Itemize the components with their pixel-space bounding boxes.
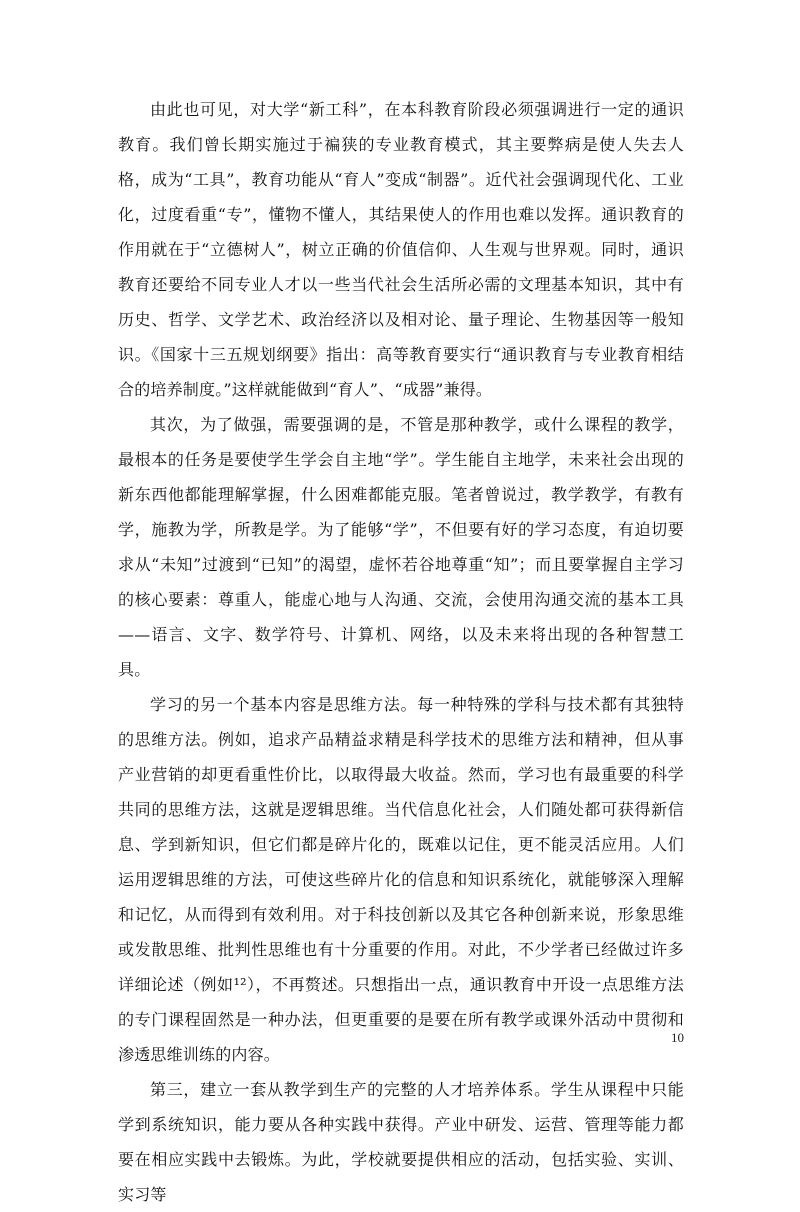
paragraph-general-education: 由此也可见，对大学“新工科”，在本科教育阶段必须强调进行一定的通识教育。我们曾长期实施过于褊狭的专业教育模式，其主要弊病是使人失去人格，成为“工具”，教育功能从“育人”变成“制器”。近代社会强调现代化、工业化，过度看重“专”，懂物不懂人，其结果使人的作用也难以发挥。通识教育的作用就在于“立德树人”，树立正确的价值信仰、人生观与世界观。同时，通识教育还要给不同专业人才以一些当代社会生活所必需的文理基本知识，其中有历史、哲学、文学艺术、政治经济以及相对论、量子理论、生物基因等一般知识。《国家十三五规划纲要》指出：高等教育要实行“通识教育与专业教育相结合的培养制度。”这样就能做到“育人”、“成器”兼得。 xyxy=(118,100,684,399)
body-text xyxy=(118,92,684,1212)
paragraph-training-system: 第三，建立一套从教学到生产的完整的人才培养体系。学生从课程中只能学到系统知识，能力要从各种实践中获得。产业中研发、运营、管理等能力都要在相应实践中去锻炼。为此，学校就要提供相应的活动，包括实验、实训、实习等 xyxy=(118,1080,684,1204)
page-number: 10 xyxy=(671,1030,684,1045)
paragraph-self-learning: 其次，为了做强，需要强调的是，不管是那种教学，或什么课程的教学，最根本的任务是要使学生学会自主地“学”。学生能自主地学，未来社会出现的新东西他都能理解掌握，什么困难都能克服。笔者曾说过，教学教学，有教有学，施教为学，所教是学。为了能够“学”，不但要有好的学习态度，有迫切要求从“未知”过渡到“已知”的渴望，虚怀若谷地尊重“知”；而且要掌握自主学习的核心要素：尊重人，能虚心地与人沟通、交流，会使用沟通交流的基本工具——语言、文字、数学符号、计算机、网络，以及未来将出现的各种智慧工具。 xyxy=(118,415,684,679)
paragraph-thinking-methods: 学习的另一个基本内容是思维方法。每一种特殊的学科与技术都有其独特的思维方法。例如，追求产品精益求精是科学技术的思维方法和精神，但从事产业营销的却更看重性价比，以取得最大收益。然而，学习也有最重要的科学共同的思维方法，这就是逻辑思维。当代信息化社会，人们随处都可获得新信息、学到新知识，但它们都是碎片化的，既难以记住，更不能灵活应用。人们运用逻辑思维的方法，可使这些碎片化的信息和知识系统化，就能够深入理解和记忆，从而得到有效利用。对于科技创新以及其它各种创新来说，形象思维或发散思维、批判性思维也有十分重要的作用。对此，不少学者已经做过许多详细论述（例如¹²），不再赘述。只想指出一点，通识教育中开设一点思维方法的专门课程固然是一种办法，但更重要的是要在所有教学或课外活动中贯彻和渗透思维训练的内容。 xyxy=(118,695,684,1064)
